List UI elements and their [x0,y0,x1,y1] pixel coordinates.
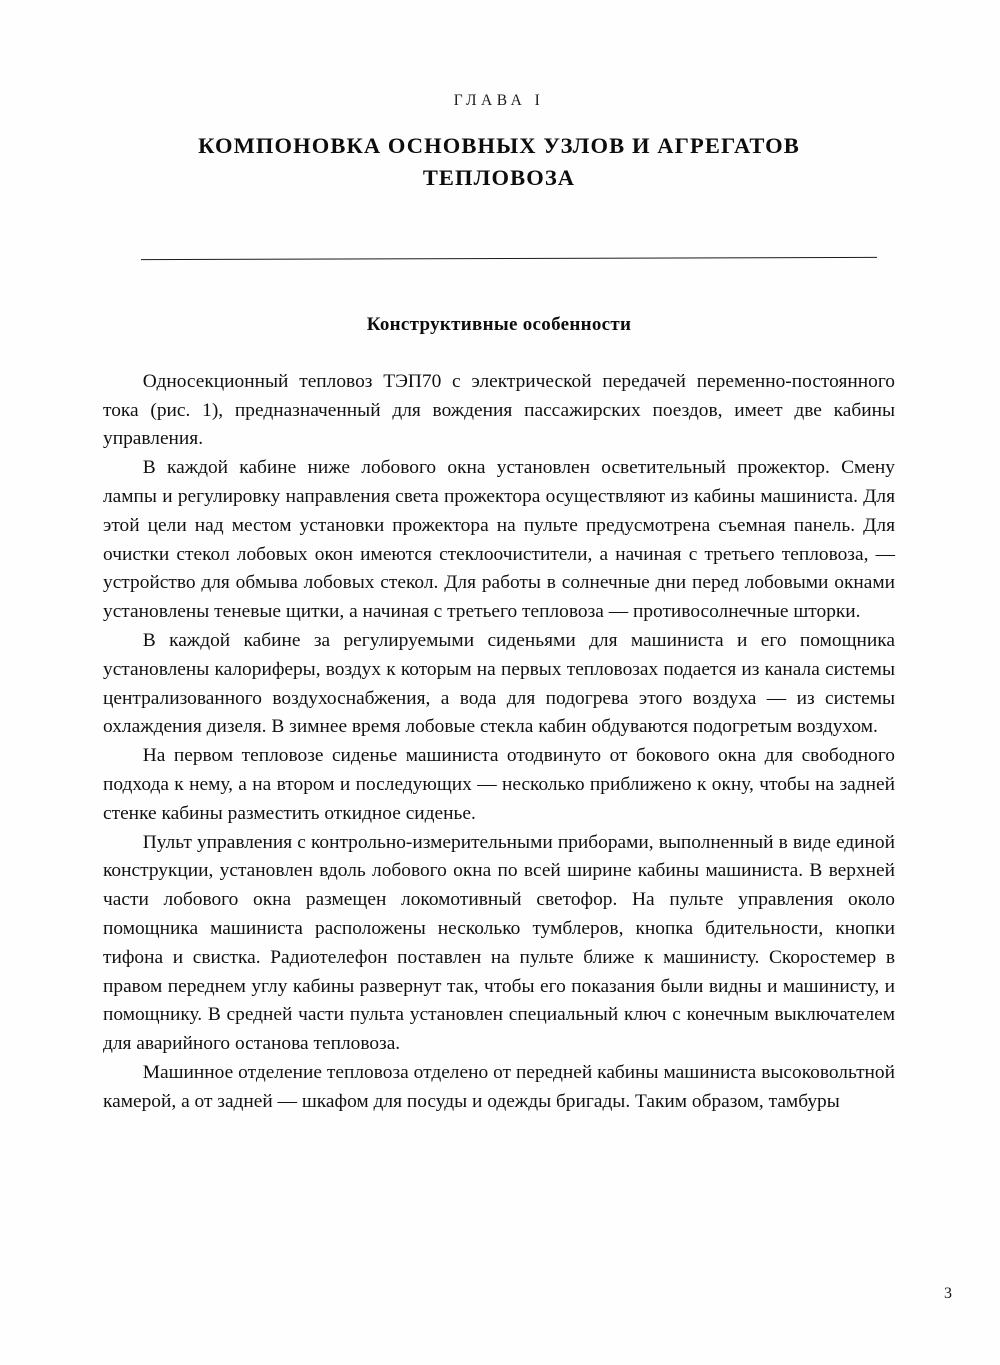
chapter-label: ГЛАВА I [453,92,545,109]
page-content [103,0,895,1117]
paragraph: В каждой кабине ниже лобового окна установлен осветительный прожектор. Смену лампы и регулировку направления света прожектора осуществляют из кабины машиниста. Для этой цели над местом установки прожектора на пульте предусмотрена съемная панель. Для очистки стекол лобовых окон имеются стеклоочистители, а начиная с третьего тепловоза, — устройство для обмыва лобовых стекол. Для работы в солнечные дни перед лобовыми окнами установлены теневые щитки, а начиная с третьего тепловоза — противосолнечные шторки. [103,457,895,623]
page-number: 3 [944,1285,952,1302]
body-text [103,368,895,1117]
paragraph: На первом тепловозе сиденье машиниста отодвинуто от бокового окна для свободного подхода к нему, а на втором и последующих — несколько приближено к окну, чтобы на задней стенке кабины разместить откидное сиденье. [103,745,895,824]
paragraph: Пульт управления с контрольно-измерительными приборами, выполненный в виде единой конструкции, установлен вдоль лобового окна по всей ширине кабины машиниста. В верхней части лобового окна размещен локомотивный светофор. На пульте управления около помощника машиниста расположены несколько тумблеров, кнопка бдительности, кнопки тифона и свистка. Радиотелефон поставлен на пульте ближе к машинисту. Скоростемер в правом переднем углу кабины развернут так, чтобы его показания были видны и машинисту, и помощнику. В средней части пульта установлен специальный ключ с конечным выключателем для аварийного останова тепловоза. [103,831,895,1055]
page-title-line-2: ТЕПЛОВОЗА [422,164,576,190]
paragraph: Односекционный тепловоз ТЭП70 с электрической передачей переменно-постоянного тока (рис. 1), предназначенный для вождения пассажирских поездов, имеет две кабины управления. [103,370,895,450]
page-title-line-1: КОМПОНОВКА ОСНОВНЫХ УЗЛОВ И АГРЕГАТОВ [198,133,800,158]
section-title: Конструктивные особенности [366,313,632,335]
heading-divider [103,246,895,256]
horizontal-rule-icon [141,257,877,260]
paragraph: Машинное отделение тепловоза отделено от передней кабины машиниста высоковольтной камерой, а от задней — шкафом для посуды и одежды бригады. Таким образом, тамбуры [103,1062,895,1112]
paragraph: В каждой кабине за регулируемыми сиденьями для машиниста и его помощника установлены калориферы, воздух к которым на первых тепловозах подается из канала системы централизованного воздухоснабжения, а вода для подогрева этого воздуха — из системы охлаждения дизеля. В зимнее время лобовые стекла кабин обдуваются подогретым воздухом. [103,630,895,738]
page-title [103,130,895,194]
